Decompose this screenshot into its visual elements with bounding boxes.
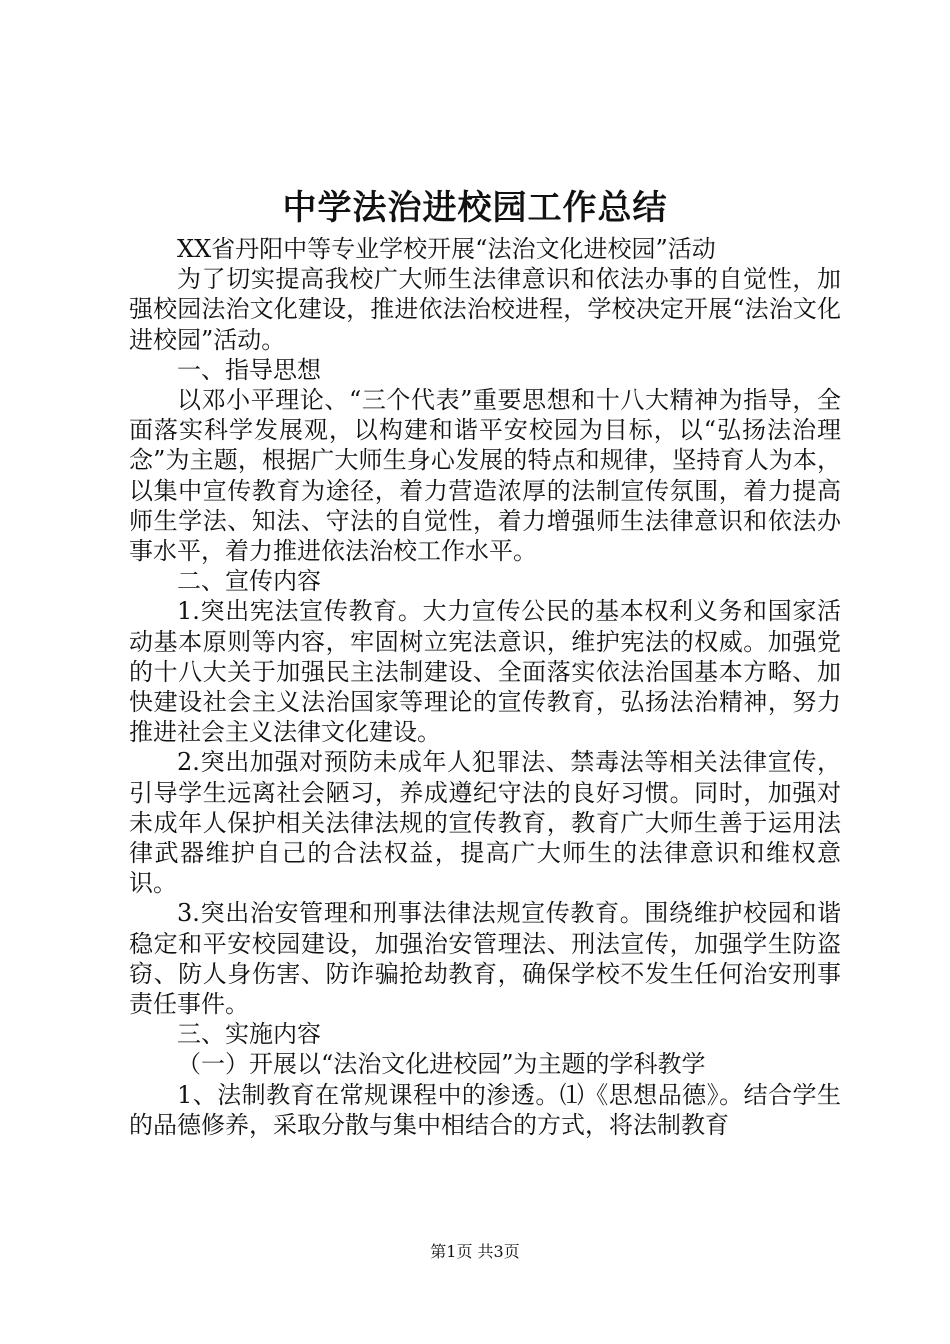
- subtitle-paragraph: XX省丹阳中等专业学校开展“法治文化进校园”活动: [177, 235, 716, 263]
- body-paragraph: 以邓小平理论、“三个代表”重要思想和十八大精神为指导，全面落实科学发展观，以构建和谐平安校园为目标，以“弘扬法治理念”为主题，根据广大师生身心发展的特点和规律，坚持育人为本，以集中宣传教育为途径，着力营造浓厚的法制宣传氛围，着力提高师生学法、知法、守法的自觉性，着力增强师生法律意识和依法办事水平，着力推进依法治校工作水平。: [129, 386, 841, 566]
- body-paragraph: 1、法制教育在常规课程中的渗透。⑴《思想品德》。结合学生的品德修养，采取分散与集中相结合的方式，将法制教育: [129, 1080, 841, 1139]
- body-paragraph: 2.突出加强对预防未成年人犯罪法、禁毒法等相关法律宣传，引导学生远离社会陋习，养成遵纪守法的良好习惯。同时，加强对未成年人保护相关法律法规的宣传教育，教育广大师生善于运用法律武器维护自己的合法权益，提高广大师生的法律意识和维权意识。: [129, 748, 841, 898]
- body-paragraph: 3.突出治安管理和刑事法律法规宣传教育。围绕维护校园和谐稳定和平安校园建设，加强治安管理法、刑法宣传，加强学生防盗窃、防人身伤害、防诈骗抢劫教育，确保学校不发生任何治安刑事责任事件。: [129, 899, 841, 1019]
- section-heading: 三、实施内容: [177, 1020, 321, 1049]
- subsection-heading: （一）开展以“法治文化进校园”为主题的学科教学: [177, 1050, 706, 1079]
- document-body: [129, 234, 841, 1140]
- section-heading: 二、宣传内容: [177, 567, 321, 596]
- document-title: 中学法治进校园工作总结: [282, 188, 668, 228]
- page-footer: 第1页 共3页: [430, 1242, 520, 1261]
- intro-paragraph: 为了切实提高我校广大师生法律意识和依法办事的自觉性，加强校园法治文化建设，推进依法治校进程，学校决定开展“法治文化进校园”活动。: [129, 265, 841, 354]
- section-heading: 一、指导思想: [177, 355, 321, 384]
- body-paragraph: 1.突出宪法宣传教育。大力宣传公民的基本权利义务和国家活动基本原则等内容，牢固树立宪法意识，维护宪法的权威。加强党的十八大关于加强民主法制建设、全面落实依法治国基本方略、加快建设社会主义法治国家等理论的宣传教育，弘扬法治精神，努力推进社会主义法律文化建设。: [129, 597, 841, 747]
